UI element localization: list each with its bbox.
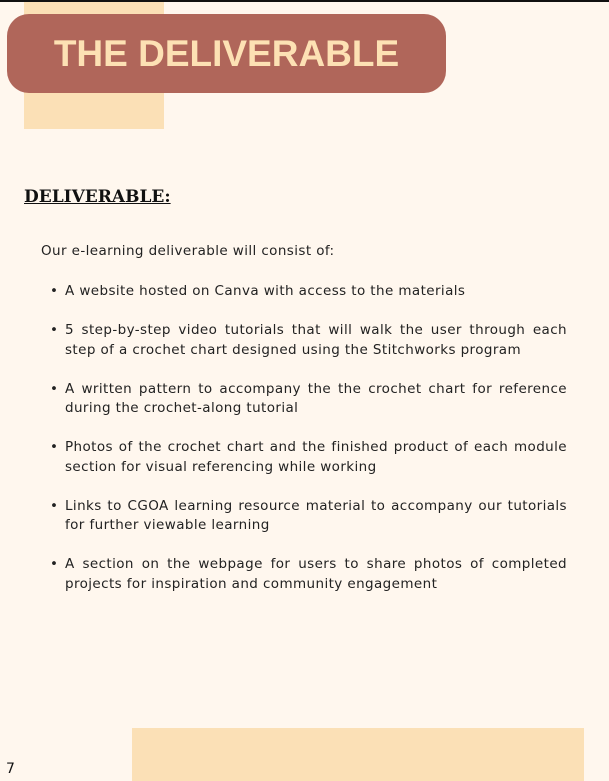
list-item-text: Links to CGOA learning resource material to accompany our tutorials for further viewable learning: [65, 497, 567, 533]
list-item-text: Photos of the crochet chart and the finished product of each module section for visual referencing while working: [65, 439, 567, 475]
list-item-text: 5 step-by-step video tutorials that will walk the user through each step of a crochet chart designed using the Stitchworks program: [65, 322, 567, 358]
bullet-icon: •: [50, 380, 59, 397]
list-item-text: A section on the webpage for users to share photos of completed projects for inspiration and community engagement: [65, 556, 567, 592]
page-number: 7: [6, 761, 15, 777]
list-item-text: A website hosted on Canva with access to the materials: [65, 283, 466, 299]
intro-text: Our e-learning deliverable will consist of:: [41, 243, 335, 259]
section-heading: DELIVERABLE:: [24, 187, 171, 207]
bullet-icon: •: [50, 283, 59, 299]
decorative-block-bottom: [132, 728, 584, 781]
list-item: [48, 380, 567, 419]
list-item: [48, 497, 567, 536]
list-item: [48, 321, 567, 360]
list-item-text: A written pattern to accompany the the crochet chart for reference during the crochet-along tutorial: [65, 380, 567, 416]
page-title: THE DELIVERABLE: [53, 32, 400, 74]
deliverable-list: [48, 282, 567, 614]
bullet-icon: •: [50, 322, 59, 338]
list-item: [48, 555, 567, 594]
bullet-icon: •: [50, 556, 59, 572]
list-item: [48, 282, 567, 302]
bullet-icon: •: [50, 497, 59, 514]
title-banner: [7, 14, 446, 93]
list-item: [48, 438, 567, 477]
bullet-icon: •: [50, 439, 59, 455]
